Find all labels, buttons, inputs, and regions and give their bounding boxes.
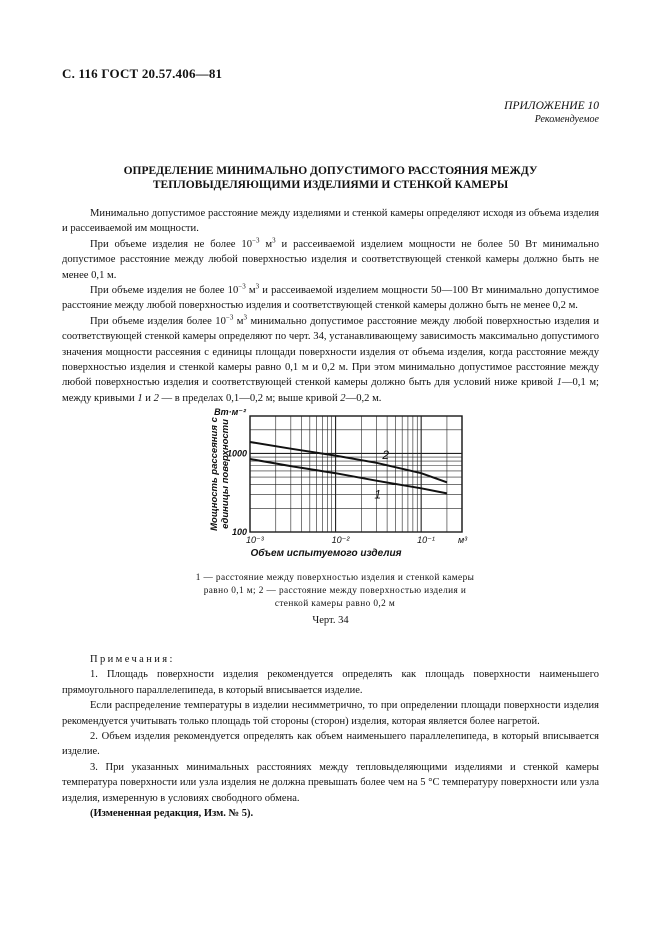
caption-line-1: 1 — расстояние между поверхностью изделия и стенкой камеры: [195, 573, 475, 583]
note-1b: Если распределение температуры в изделии несимметрично, то при определении площади поверхности изделия рекомендуется учитывать только площадь той стороны (сторон) изделия, которая является более нагретой.: [62, 700, 599, 727]
note-1: 1. Площадь поверхности изделия рекомендуется определять как площадь поверхности наименьшего прямоугольного параллелепипеда, в который вписывается изделие.: [62, 669, 599, 696]
y-tick-label: 1000: [226, 448, 247, 459]
y-axis-title-line-1: Мощность рассеяния с: [209, 417, 220, 531]
x-tick-label: 10⁻²: [331, 535, 350, 545]
caption-line-3: стенкой камеры равно 0,2 м: [274, 599, 396, 609]
chart-grid: [250, 416, 462, 532]
paragraph-1: Минимально допустимое расстояние между изделиями и стенкой камеры определяют исходя из объема изделия и рассеиваемой им мощности.: [62, 208, 599, 235]
figure-label: Черт. 34: [312, 615, 349, 626]
x-tick-label: 10⁻¹: [417, 535, 435, 545]
paragraph-2: При объеме изделия не более $10^{-3}$ $м^3$ и рассеиваемой изделием мощности не более 50 Вт минимально допустимое расстояние между любой поверхностью изделия и соответствующей стенкой камеры должно быть не менее 0,1 м.: [62, 236, 599, 281]
paragraph-3: При объеме изделия не более $10^{-3}$ $м^3$ и рассеиваемой изделием мощности 50—100 Вт минимально допустимое расстояние между любой поверхностью изделия и соответствующей стенкой камеры должно быть не менее 0,2 м.: [62, 282, 600, 312]
notes-section: [62, 652, 599, 821]
appendix-number: ПРИЛОЖЕНИЕ 10: [504, 100, 599, 112]
amendment-note: (Измененная редакция, Изм. № 5).: [90, 808, 254, 820]
page-header: С. 116 ГОСТ 20.57.406—81: [62, 66, 223, 81]
body-text: [62, 206, 599, 406]
appendix-status: Рекомендуемое: [534, 114, 599, 125]
note-3: 3. При указанных минимальных расстояниях между тепловыделяющими изделиями и стенкой камеры температура поверхности или узла изделия не должна превышать более чем на 5 °С температуру поверхности или узла изделия, измеренную в условиях свободного обмена.: [62, 761, 599, 804]
section-title-line-1: ОПРЕДЕЛЕНИЕ МИНИМАЛЬНО ДОПУСТИМОГО РАССТОЯНИЯ МЕЖДУ: [123, 165, 538, 177]
notes-heading: Примечания:: [90, 654, 175, 665]
curve-label-1: 1: [374, 487, 382, 502]
y-unit-label: Вт·м⁻²: [214, 407, 246, 417]
y-axis-title-line-2: единицы поверхности: [220, 419, 231, 529]
curve-label-2: 2: [382, 447, 390, 462]
y-tick-label: 100: [231, 527, 247, 537]
chart-frame: [250, 416, 462, 532]
x-axis-title: Объем испытуемого изделия: [250, 548, 402, 559]
x-tick-label: 10⁻³: [246, 535, 264, 545]
section-title-line-2: ТЕПЛОВЫДЕЛЯЮЩИМИ ИЗДЕЛИЯМИ И СТЕНКОЙ КАМЕРЫ: [152, 179, 509, 191]
note-2: 2. Объем изделия рекомендуется определять как объем наименьшего параллелепипеда, в который вписывается изделие.: [62, 731, 599, 758]
chart-34: [200, 404, 485, 564]
paragraph-4: При объеме изделия более $10^{-3}$ $м^3$ минимально допустимое расстояние между любой поверхностью изделия и соответствующей стенкой камеры определяют по черт. 34, устанавливающему зависимость максимально допустимого значения мощности рассеяния с единицы площади поверхности изделия от объема изделия, когда расстояние между поверхностью изделия и стенкой камеры равно 0,1 м и 0,2 м. При этом минимально допустимое расстояние между любой поверхностью изделия и соответствующей стенкой камеры должно быть для условий ниже кривой 1—0,1 м; между кривыми 1 и 2 — в пределах 0,1—0,2 м; выше кривой 2—0,2 м.: [62, 313, 599, 404]
caption-line-2: равно 0,1 м; 2 — расстояние между поверхностью изделия и: [203, 586, 467, 596]
figure-caption: [150, 572, 520, 611]
x-unit-label: м³: [458, 535, 468, 545]
section-title: [62, 164, 599, 192]
appendix-label: [504, 99, 599, 127]
